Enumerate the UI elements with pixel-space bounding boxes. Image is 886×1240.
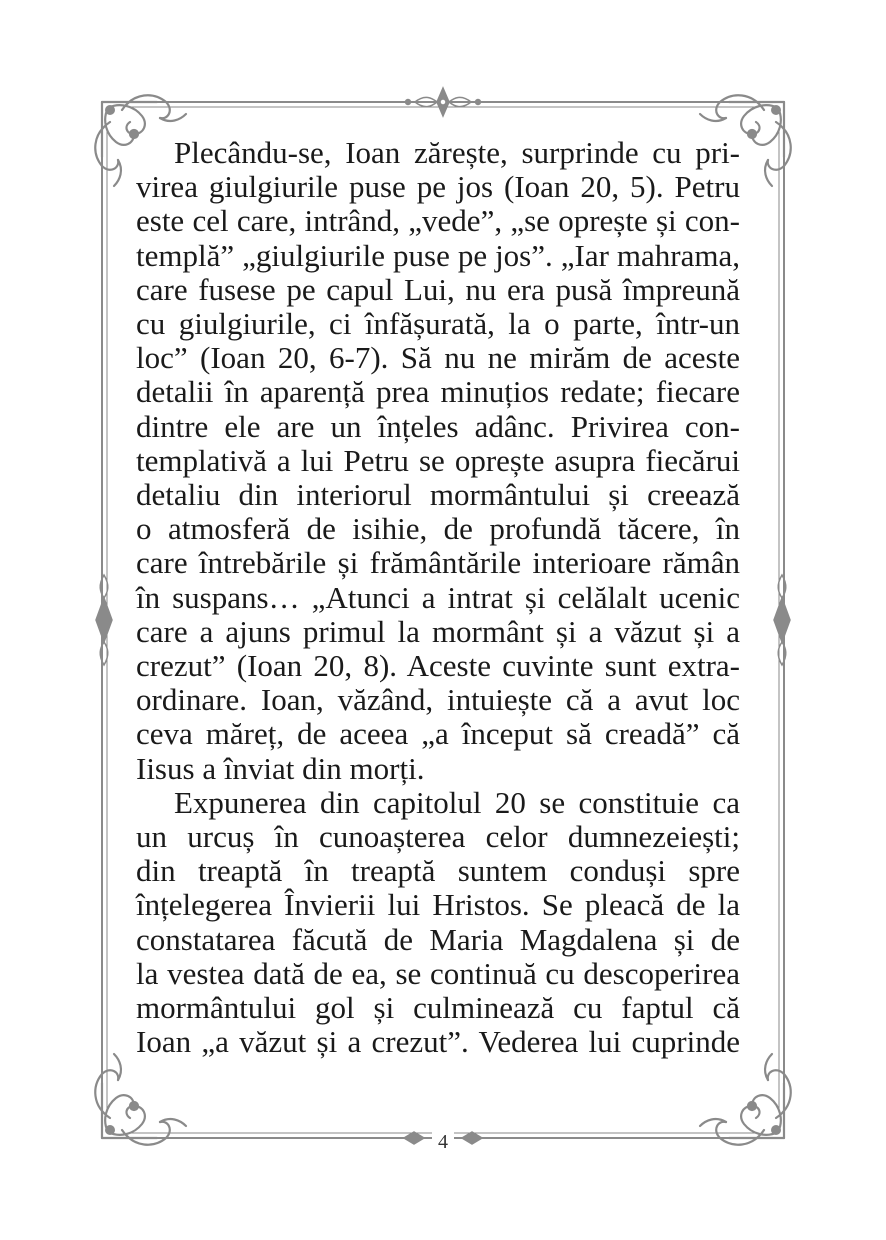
text-line: crezut” (Ioan 20, 8). Aceste cuvinte sunt extra-	[136, 648, 740, 684]
text-line: cu giulgiurile, ci înfășurată, la o parte, într-un	[136, 306, 740, 342]
left-middle-ornament	[96, 575, 112, 665]
right-middle-ornament	[774, 575, 790, 665]
text-line: templă” „giulgiurile puse pe jos”. „Iar mahrama,	[136, 237, 740, 273]
text-line: loc” (Ioan 20, 6-7). Să nu ne mirăm de aceste	[136, 340, 740, 376]
paragraph-1	[136, 136, 740, 786]
text-line: din treaptă în treaptă suntem conduși spre	[136, 853, 740, 889]
page-number: 4	[438, 1131, 448, 1153]
text-line: ordinare. Ioan, văzând, intuiește că a avut loc	[136, 682, 740, 718]
text-line: în suspans… „Atunci a intrat și celălalt ucenic	[136, 579, 740, 615]
text-line: Ioan „a văzut și a crezut”. Vederea lui cuprinde	[136, 1024, 740, 1060]
text-line: un urcuș în cunoașterea celor dumnezeiești;	[136, 819, 740, 855]
text-line: Iisus a înviat din morți.	[136, 750, 425, 786]
text-line: este cel care, intrând, „vede”, „se oprește și con-	[136, 203, 740, 239]
text-line: detaliu din interiorul mormântului și creează	[136, 477, 740, 513]
text-line: care întrebările și frământările interioare rămân	[136, 545, 740, 581]
text-line: ceva măreț, de aceea „a început să creadă” că	[136, 716, 740, 752]
body-text	[136, 136, 740, 1059]
text-line: Expunerea din capitolul 20 se constituie ca	[174, 784, 740, 820]
text-line: templativă a lui Petru se oprește asupra fiecărui	[136, 442, 740, 478]
text-line: Plecându-se, Ioan zărește, surprinde cu pri-	[174, 135, 740, 170]
text-line: înțelegerea Învierii lui Hristos. Se pleacă de la	[136, 887, 740, 923]
text-line: la vestea dată de ea, se continuă cu descoperirea	[136, 955, 740, 991]
text-line: o atmosferă de isihie, de profundă tăcere, în	[136, 511, 740, 547]
text-line: mormântului gol și culminează cu faptul că	[136, 990, 740, 1026]
text-line: care fusese pe capul Lui, nu era pusă împreună	[136, 271, 740, 307]
text-line: constatarea făcută de Maria Magdalena și de	[136, 921, 740, 957]
text-line: detalii în aparență prea minuțios redate; fiecare	[136, 374, 740, 410]
text-line: care a ajuns primul la mormânt și a văzut și a	[136, 613, 740, 649]
text-line: dintre ele are un înțeles adânc. Privirea con-	[136, 408, 740, 444]
paragraph-2	[136, 786, 740, 1060]
text-line: virea giulgiurile puse pe jos (Ioan 20, 5). Petru	[136, 169, 740, 205]
